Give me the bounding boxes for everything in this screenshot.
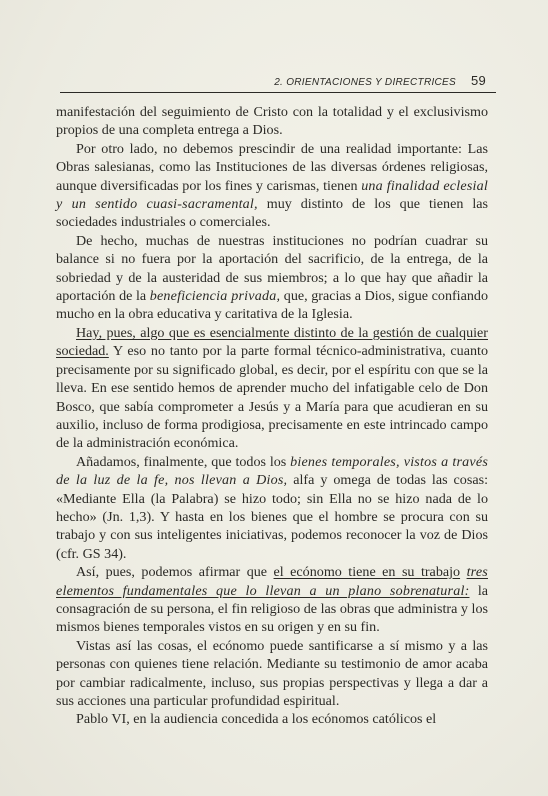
- paragraph-text: Añadamos, finalmente, que todos los: [76, 453, 291, 470]
- paragraph-8: [56, 710, 488, 728]
- paragraph-7: [56, 637, 488, 711]
- paragraph-1: [56, 103, 488, 140]
- paragraph-text: alfa y omega de todas las cosas: «Mediante Ella (la Palabra) se hizo todo; sin Ella no se hizo nada de lo hecho» (Jn. 1,3). Y hasta en los bienes que el hombre se procura con su trabajo y con sus inteligentes iniciativas, podemos reconocer la voz de Dios (cfr. GS 34).: [56, 472, 488, 562]
- paragraph-text: De hecho, muchas de nuestras instituciones no podrían cuadrar su balance si no fuera por la aportación del sacrificio, de la entrega, de la sobriedad y de la austeridad de sus miembros; a lo que hay que añadir la aportación de la: [56, 232, 488, 305]
- italic-phrase: una finalidad eclesial y un sentido cuasi-sacramental,: [56, 177, 488, 213]
- running-title: 2. ORIENTACIONES Y DIRECTRICES: [274, 77, 456, 88]
- body-text: [56, 103, 488, 729]
- page-number: 59: [470, 73, 486, 88]
- underlined-italic-phrase: tres elementos fundamentales que lo llevan a un plano sobrenatural:: [56, 564, 488, 599]
- paragraph-text: Pablo VI, en la audiencia concedida a los ecónomos católicos el: [76, 711, 437, 728]
- running-header: [60, 72, 496, 93]
- italic-phrase: bienes temporales, vistos a través de la luz de la fe, nos llevan a Dios,: [56, 453, 488, 489]
- paragraph-text: Vistas así las cosas, el ecónomo puede santificarse a sí mismo y a las personas con quienes tiene relación. Mediante su testimonio de amor acaba por cambiar radicalmente, incluso, sus propias perspectivas y llega a dar a sus acciones una particular profundidad espiritual.: [56, 637, 488, 709]
- italic-phrase: beneficiencia privada,: [149, 288, 281, 305]
- paragraph-text: muy distinto de los que tienen las sociedades industriales o comerciales.: [56, 196, 488, 231]
- paragraph-4: [56, 324, 488, 453]
- paragraph-text: Y eso no tanto por la parte formal técnico-administrativa, cuanto precisamente por su significado global, es decir, por el espíritu con que se la lleva. En ese sentido hemos de aprender mucho del infatigable celo de Don Bosco, que sabía comprometer a Jesús y a María para que acudieran en su auxilio, incluso de forma prodigiosa, precisamente en este intrincado campo de la administración económica.: [56, 343, 488, 452]
- underlined-phrase: el ecónomo tiene en su trabajo: [273, 564, 461, 581]
- paragraph-2: [56, 140, 488, 232]
- paragraph-text: Así, pues, podemos afirmar que: [76, 564, 274, 581]
- paragraph-text: manifestación del seguimiento de Cristo con la totalidad y el exclusivismo propios de una completa entrega a Dios.: [56, 104, 488, 139]
- paragraph-text: Por otro lado, no debemos prescindir de una realidad importante: Las Obras salesianas, como las Instituciones de las diversas órdenes religiosas, aunque diversificadas por los fines y carismas, tienen: [56, 140, 488, 194]
- paragraph-6: [56, 563, 488, 637]
- underlined-phrase: Hay, pues, algo que es esencialmente distinto de la gestión de cualquier sociedad.: [56, 324, 488, 360]
- paragraph-text: que, gracias a Dios, sigue confiando mucho en la obra educativa y caritativa de la Iglesia.: [56, 288, 488, 323]
- paragraph-3: [56, 232, 488, 324]
- paragraph-text: la consagración de su persona, el fin religioso de las obras que administra y los mismos bienes temporales vistos en su origen y en su fin.: [56, 582, 488, 636]
- paragraph-5: [56, 453, 488, 563]
